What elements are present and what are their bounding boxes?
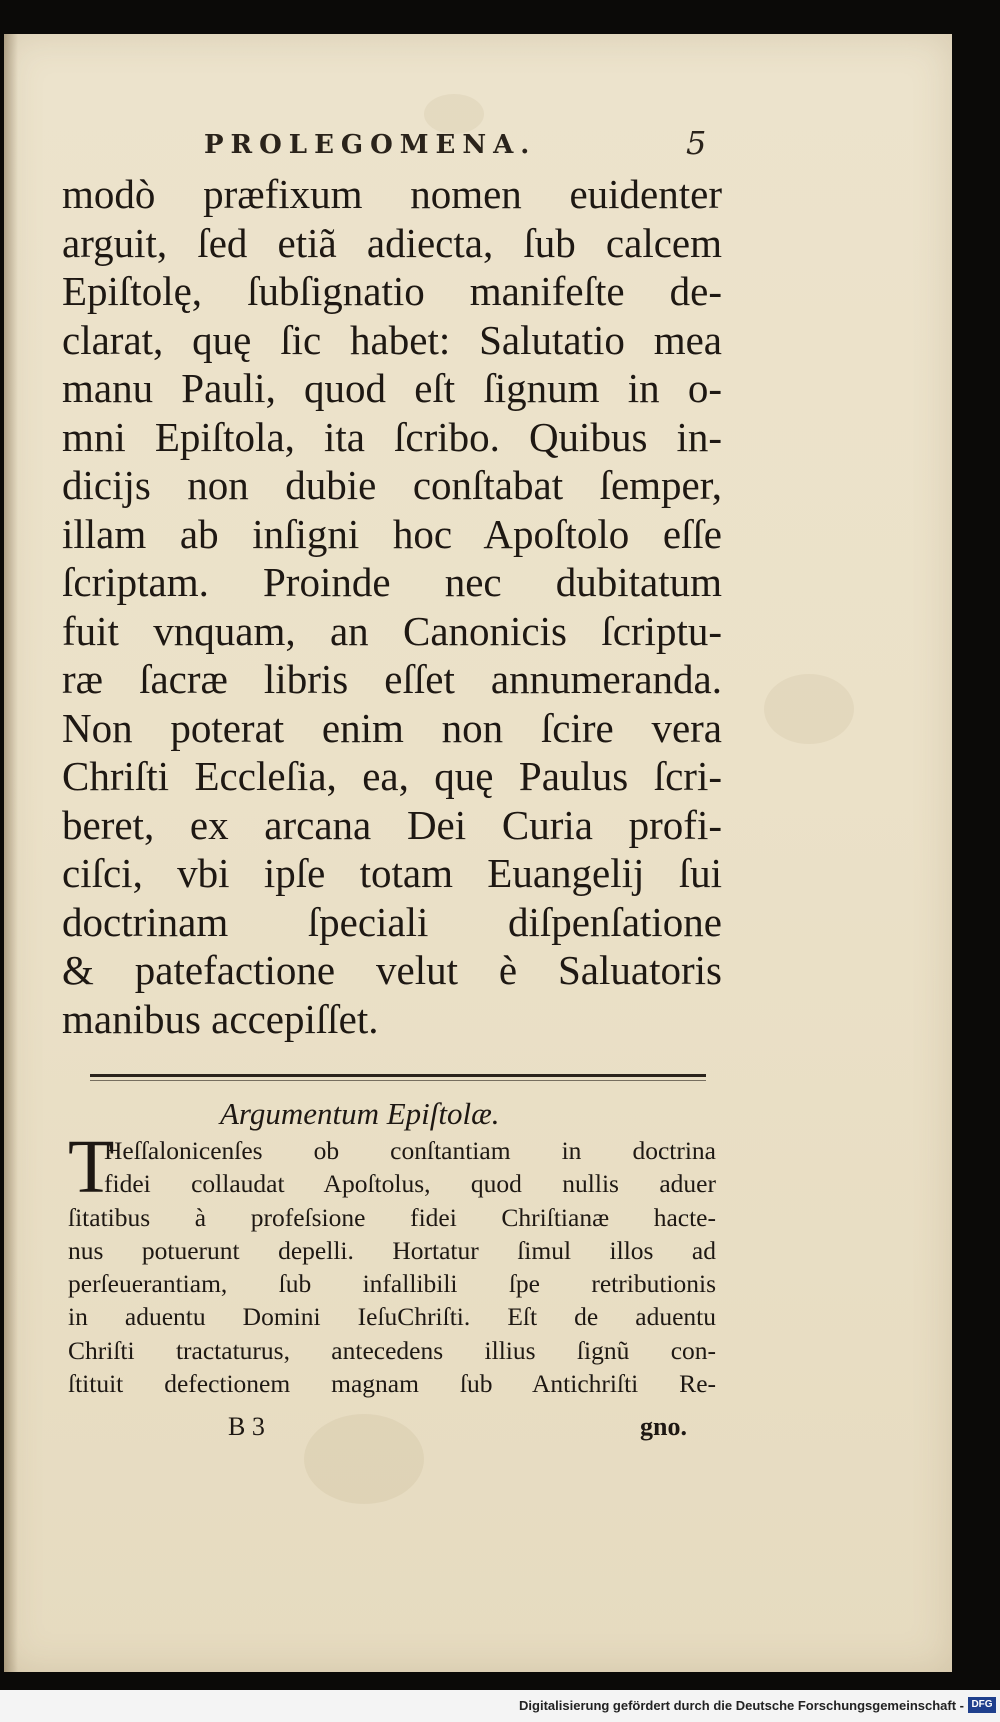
argument-line: nus potuerunt depelli. Hortatur ſimul illos ad xyxy=(68,1235,716,1265)
argument-line: in aduentu Domini IeſuChriſti. Eſt de aduentu xyxy=(68,1302,716,1332)
text-line: mni Epiſtola, ita ſcribo. Quibus in- xyxy=(62,413,722,460)
running-head: PROLEGOMENA. xyxy=(204,130,537,160)
text-line: Epiſtolę, ſubſignatio manifeſte de- xyxy=(62,268,722,314)
section-divider-thin xyxy=(90,1080,706,1081)
text-line: doctrinam ſpeciali diſpenſatione xyxy=(62,898,722,945)
text-line: arguit, ſed etiã adiecta, ſub calcem xyxy=(62,219,722,266)
argument-line: perſeuerantiam, ſub infallibili ſpe retributionis xyxy=(68,1269,716,1299)
paper-stain xyxy=(764,674,854,744)
argument-text-block xyxy=(68,1125,716,1400)
attribution-text: Digitalisierung gefördert durch die Deutsche Forschungsgemeinschaft - xyxy=(519,1698,964,1713)
text-line: manibus accepiſſet. xyxy=(62,995,379,1042)
text-line: ræ ſacræ libris eſſet annumeranda. xyxy=(62,656,722,702)
drop-cap: T xyxy=(68,1125,115,1209)
dfg-logo-icon: DFG xyxy=(968,1697,996,1713)
page-footer xyxy=(228,1412,728,1446)
page-number: 5 xyxy=(686,124,707,162)
argument-line: Chriſti tractaturus, antecedens illius ſignũ con- xyxy=(68,1335,716,1365)
attribution-bar xyxy=(0,1690,1000,1722)
text-line: dicijs non dubie conſtabat ſemper, xyxy=(62,462,722,508)
text-line: manu Pauli, quod eſt ſignum in o- xyxy=(62,365,722,411)
text-line: clarat, quę ſic habet: Salutatio mea xyxy=(62,316,722,363)
signature-mark: B 3 xyxy=(228,1412,265,1441)
page-header xyxy=(204,124,724,166)
text-line: Chriſti Eccleſia, ea, quę Paulus ſcri- xyxy=(62,753,722,799)
argument-heading: Argumentum Epiſtolæ. xyxy=(220,1096,500,1131)
argument-line: ſitatibus à profeſsione fidei Chriſtianæ hacte- xyxy=(68,1202,716,1232)
argument-line: ſtituit defectionem magnam ſub Antichriſti Re- xyxy=(68,1369,716,1399)
text-line: Non poterat enim non ſcire vera xyxy=(62,704,722,751)
text-line: ciſci, vbi ipſe totam Euangelij ſui xyxy=(62,850,722,896)
text-line: ſcriptam. Proinde nec dubitatum xyxy=(62,559,722,605)
main-text-block xyxy=(62,170,722,1043)
catchword: gno. xyxy=(640,1412,687,1441)
text-line: illam ab inſigni hoc Apoſtolo eſſe xyxy=(62,510,722,557)
text-line: modò præfixum nomen euidenter xyxy=(62,171,722,217)
text-line: fuit vnquam, an Canonicis ſcriptu- xyxy=(62,607,722,654)
text-line: beret, ex arcana Dei Curia profi- xyxy=(62,801,722,848)
section-divider xyxy=(90,1074,706,1077)
argument-line: Heſſalonicenſes ob conſtantiam in doctrina xyxy=(104,1136,716,1165)
paper-stain xyxy=(424,94,484,134)
argument-line: fidei collaudat Apoſtolus, quod nullis aduer xyxy=(104,1169,716,1199)
text-line: & patefactione velut è Saluatoris xyxy=(62,947,722,993)
